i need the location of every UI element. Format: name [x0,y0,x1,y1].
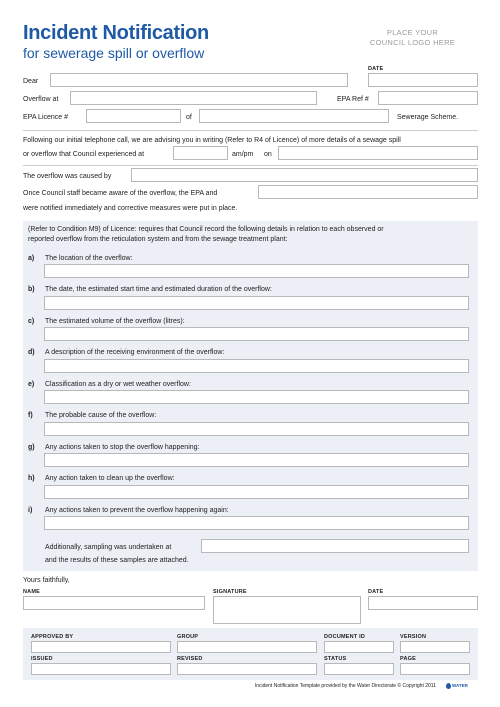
footer-text: Incident Notification Template provided by the Water Directorate © Copyright 2011 [254,683,436,689]
council-logo-placeholder [350,28,475,48]
form-subtitle: for sewerage spill or overflow [23,45,205,61]
item-text-stop-actions: Any actions taken to stop the overflow happening: [45,444,200,451]
water-directorate-logo [446,683,468,689]
item-letter: d) [28,349,35,356]
page-label: PAGE [400,656,416,662]
intro-line2: or overflow that Council experienced at [23,151,145,158]
date-duration-field[interactable] [44,296,469,310]
group-label: GROUP [177,634,199,640]
item-text-classification: Classification as a dry or wet weather overflow: [45,381,191,388]
page-field[interactable] [400,663,470,675]
sewerage-scheme-label: Sewerage Scheme. [397,114,459,121]
cause-field[interactable] [44,422,469,436]
sampling-label: Additionally, sampling was undertaken at [45,544,172,551]
signature-field[interactable] [213,596,361,624]
name-label: NAME [23,589,40,595]
prevention-field[interactable] [44,516,469,530]
water-logo-text: WATER [452,683,468,689]
incident-date-field[interactable] [278,146,478,160]
dear-label: Dear [23,78,39,85]
logo-placeholder-line2: COUNCIL LOGO HERE [369,38,456,47]
divider [23,130,478,131]
sampling-results-label: and the results of these samples are attached. [45,557,189,564]
document-id-field[interactable] [324,641,394,653]
item-text-location: The location of the overflow: [45,255,133,262]
item-letter: g) [28,444,35,451]
status-label: STATUS [324,656,347,662]
signoff-date-field[interactable] [368,596,478,610]
epa-ref-label: EPA Ref # [337,96,369,103]
water-drop-icon [446,683,451,689]
revised-label: REVISED [177,656,203,662]
item-text-prevention: Any actions taken to prevent the overflow happening again: [45,507,229,514]
item-letter: e) [28,381,35,388]
notified-label: were notified immediately and corrective measures were put in place. [23,205,238,212]
item-text-cleanup: Any action taken to clean up the overflow: [45,475,175,482]
stop-actions-field[interactable] [44,453,469,467]
classification-field[interactable] [44,390,469,404]
signature-label: SIGNATURE [213,589,247,595]
intro-line1: Following our initial telephone call, we are advising you in writing (Refer to R4 of Licence) of more details of a sewage spill [23,137,401,144]
divider [23,165,478,166]
of-label: of [186,114,192,121]
item-letter: h) [28,475,35,482]
item-letter: i) [28,507,33,514]
date-field[interactable] [368,73,478,87]
item-text-cause: The probable cause of the overflow: [45,412,157,419]
revised-field[interactable] [177,663,317,675]
condition-intro-line2: reported overflow from the reticulation system and from the sewage treatment plant: [28,236,288,243]
cleanup-field[interactable] [44,485,469,499]
document-id-label: DOCUMENT ID [324,634,366,640]
time-field[interactable] [173,146,228,160]
dear-field[interactable] [50,73,348,87]
caused-by-field[interactable] [131,168,478,182]
item-letter: b) [28,286,35,293]
issued-label: ISSUED [31,656,53,662]
item-letter: f) [28,412,33,419]
overflow-at-label: Overflow at [23,96,59,103]
approved-by-label: APPROVED BY [31,634,74,640]
epa-ref-field[interactable] [378,91,478,105]
environment-field[interactable] [44,359,469,373]
sampling-location-field[interactable] [201,539,469,553]
date-label: DATE [368,66,384,72]
caused-by-label: The overflow was caused by [23,173,112,180]
overflow-at-field[interactable] [70,91,317,105]
item-text-volume: The estimated volume of the overflow (litres): [45,318,185,325]
item-letter: c) [28,318,35,325]
once-aware-label: Once Council staff became aware of the overflow, the EPA and [23,190,218,197]
form-title: Incident Notification [23,22,209,44]
name-field[interactable] [23,596,205,610]
group-field[interactable] [177,641,317,653]
item-letter: a) [28,255,35,262]
item-text-environment: A description of the receiving environment of the overflow: [45,349,225,356]
signoff-date-label: DATE [368,589,384,595]
epa-licence-field[interactable] [86,109,181,123]
location-field[interactable] [44,264,469,278]
volume-field[interactable] [44,327,469,341]
version-label: VERSION [400,634,427,640]
ampm-label: am/pm [232,151,254,158]
notified-party-field[interactable] [258,185,478,199]
epa-licence-label: EPA Licence # [23,114,69,121]
scheme-field[interactable] [199,109,389,123]
item-text-date-duration: The date, the estimated start time and estimated duration of the overflow: [45,286,272,293]
condition-intro-line1: (Refer to Condition M9) of Licence: requires that Council record the following details in relation to each observed or [28,226,384,233]
version-field[interactable] [400,641,470,653]
logo-placeholder-line1: PLACE YOUR [386,28,439,37]
on-label: on [264,151,272,158]
status-field[interactable] [324,663,394,675]
approved-by-field[interactable] [31,641,171,653]
yours-faithfully: Yours faithfully, [23,577,70,584]
issued-field[interactable] [31,663,171,675]
